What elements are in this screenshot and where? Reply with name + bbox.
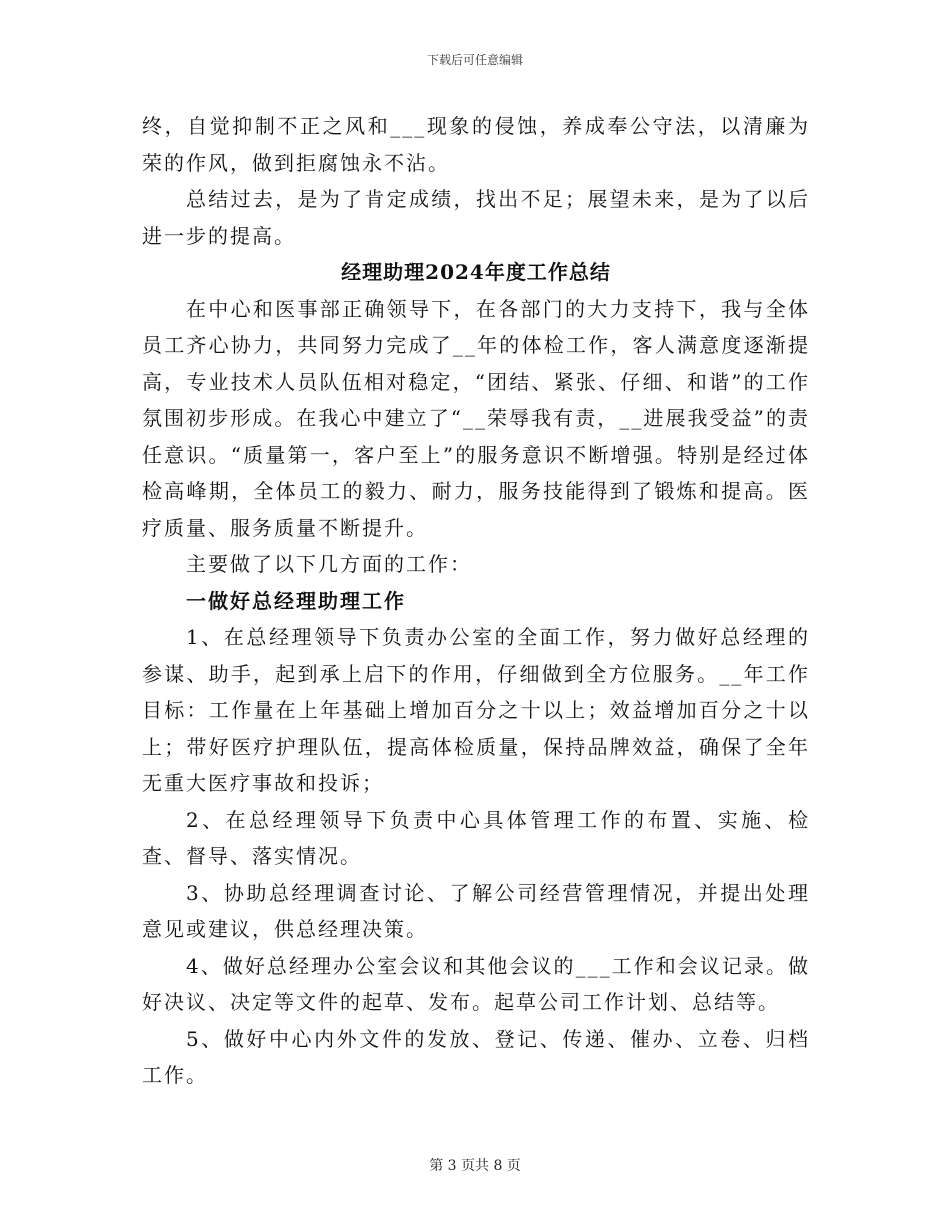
paragraph-continuation: 终，自觉抑制不正之风和___现象的侵蚀，养成奉公守法，以清廉为荣的作风，做到拒腐蚀永不沾。 <box>142 114 810 175</box>
list-item-4: 4、做好总经理办公室会议和其他会议的___工作和会议记录。做好决议、决定等文件的起草、发布。起草公司工作计划、总结等。 <box>142 953 810 1014</box>
paragraph-work-overview: 主要做了以下几方面的工作： <box>186 552 472 576</box>
paragraph-intro: 在中心和医事部正确领导下，在各部门的大力支持下，我与全体员工齐心协力，共同努力完成了__年的体检工作，客人满意度逐渐提高，专业技术人员队伍相对稳定，“团结、紧张、仔细、和谐”的工作氛围初步形成。在我心中建立了“__荣辱我有责，__进展我受益”的责任意识。“质量第一，客户至上”的服务意识不断增强。特别是经过体检高峰期，全体员工的毅力、耐力，服务技能得到了锻炼和提高。医疗质量、服务质量不断提升。 <box>142 296 810 540</box>
list-item-3: 3、协助总经理调查讨论、了解公司经营管理情况，并提出处理意见或建议，供总经理决策。 <box>142 880 810 941</box>
list-item-2: 2、在总经理领导下负责中心具体管理工作的布置、实施、检查、督导、落实情况。 <box>142 807 810 868</box>
subheading-assistant-work: 一做好总经理助理工作 <box>186 588 406 613</box>
section-title: 经理助理2024年度工作总结 <box>341 260 611 284</box>
document-body <box>142 108 810 1094</box>
list-item-5: 5、做好中心内外文件的发放、登记、传递、催办、立卷、归档工作。 <box>142 1026 810 1087</box>
page-number-footer: 第 3 页共 8 页 <box>429 1158 521 1174</box>
paragraph-summary: 总结过去，是为了肯定成绩，找出不足；展望未来，是为了以后进一步的提高。 <box>142 187 810 248</box>
page-header-note: 下载后可任意编辑 <box>426 53 523 67</box>
list-item-1: 1、在总经理领导下负责办公室的全面工作，努力做好总经理的参谋、助手，起到承上启下的作用，仔细做到全方位服务。__年工作目标：工作量在上年基础上增加百分之十以上；效益增加百分之十以上；带好医疗护理队伍，提高体检质量，保持品牌效益，确保了全年无重大医疗事故和投诉； <box>142 625 810 795</box>
